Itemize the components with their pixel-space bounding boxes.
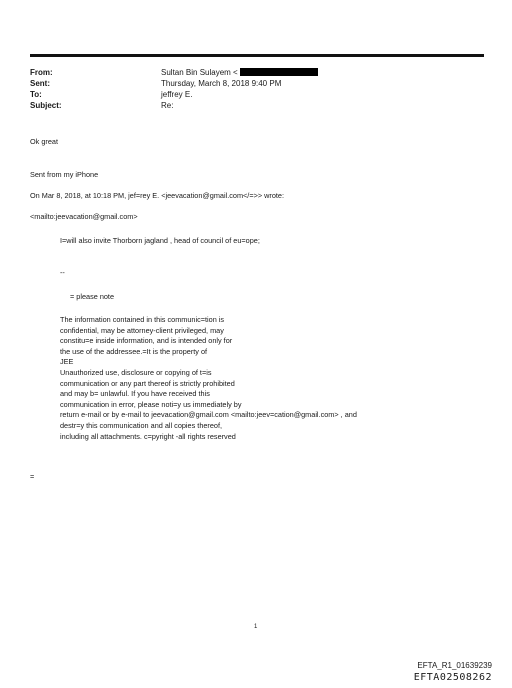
reply-text: Ok great — [30, 137, 58, 146]
header-rule — [30, 54, 484, 57]
disclaimer-line: confidential, may be attorney-client privileged, may — [60, 325, 224, 335]
disclaimer-line: including all attachments. c=pyright -all rights reserved — [60, 431, 236, 441]
disclaimer-block — [60, 315, 357, 442]
redaction-bar — [240, 68, 318, 76]
efta-stamp-top: EFTA_R1_01639239 — [417, 661, 492, 670]
from-value — [161, 67, 318, 78]
sent-label: Sent: — [30, 79, 50, 88]
disclaimer-line: Unauthorized use, disclosure or copying of t=is — [60, 367, 212, 377]
disclaimer-line: constitu=e inside information, and is intended only for — [60, 336, 233, 346]
from-label: From: — [30, 68, 53, 77]
sent-value: Thursday, March 8, 2018 9:40 PM — [161, 79, 282, 88]
disclaimer-line: return e-mail or by e-mail to jeevacation@gmail.com <mailto:jeev=cation@gmail.com> , and — [60, 410, 357, 420]
trailing-equals: = — [30, 472, 35, 481]
disclaimer-line: JEE — [60, 357, 74, 367]
disclaimer-line: destr=y this communication and all copies thereof, — [60, 420, 223, 430]
page-number: 1 — [254, 624, 258, 630]
dashes-text: -- — [60, 268, 65, 277]
efta-stamp-bottom: EFTA02508262 — [413, 672, 492, 683]
disclaimer-line: The information contained in this communic=tion is — [60, 315, 225, 324]
to-label: To: — [30, 90, 42, 99]
disclaimer-line: and may b= unlawful. If you have received this — [60, 389, 210, 399]
mailto-text: <mailto:jeevacation@gmail.com> — [30, 212, 138, 221]
disclaimer-line: communication or any part thereof is strictly prohibited — [60, 378, 235, 388]
signature-text: Sent from my iPhone — [30, 170, 99, 179]
from-name: Sultan Bin Sulayem < — [161, 68, 238, 77]
disclaimer-line: communication in error, please noti=y us immediately by — [60, 399, 242, 409]
note-text: = please note — [70, 292, 115, 301]
disclaimer-line: the use of the addressee.=It is the property of — [60, 346, 208, 356]
quoted-text: I=will also invite Thorborn jagland , head of council of eu=ope; — [60, 236, 260, 245]
subject-label: Subject: — [30, 101, 62, 110]
to-value: jeffrey E. — [161, 90, 193, 99]
quote-intro: On Mar 8, 2018, at 10:18 PM, jef=rey E. <jeevacation@gmail.com</=>> wrote: — [30, 191, 285, 200]
subject-value: Re: — [161, 101, 174, 110]
